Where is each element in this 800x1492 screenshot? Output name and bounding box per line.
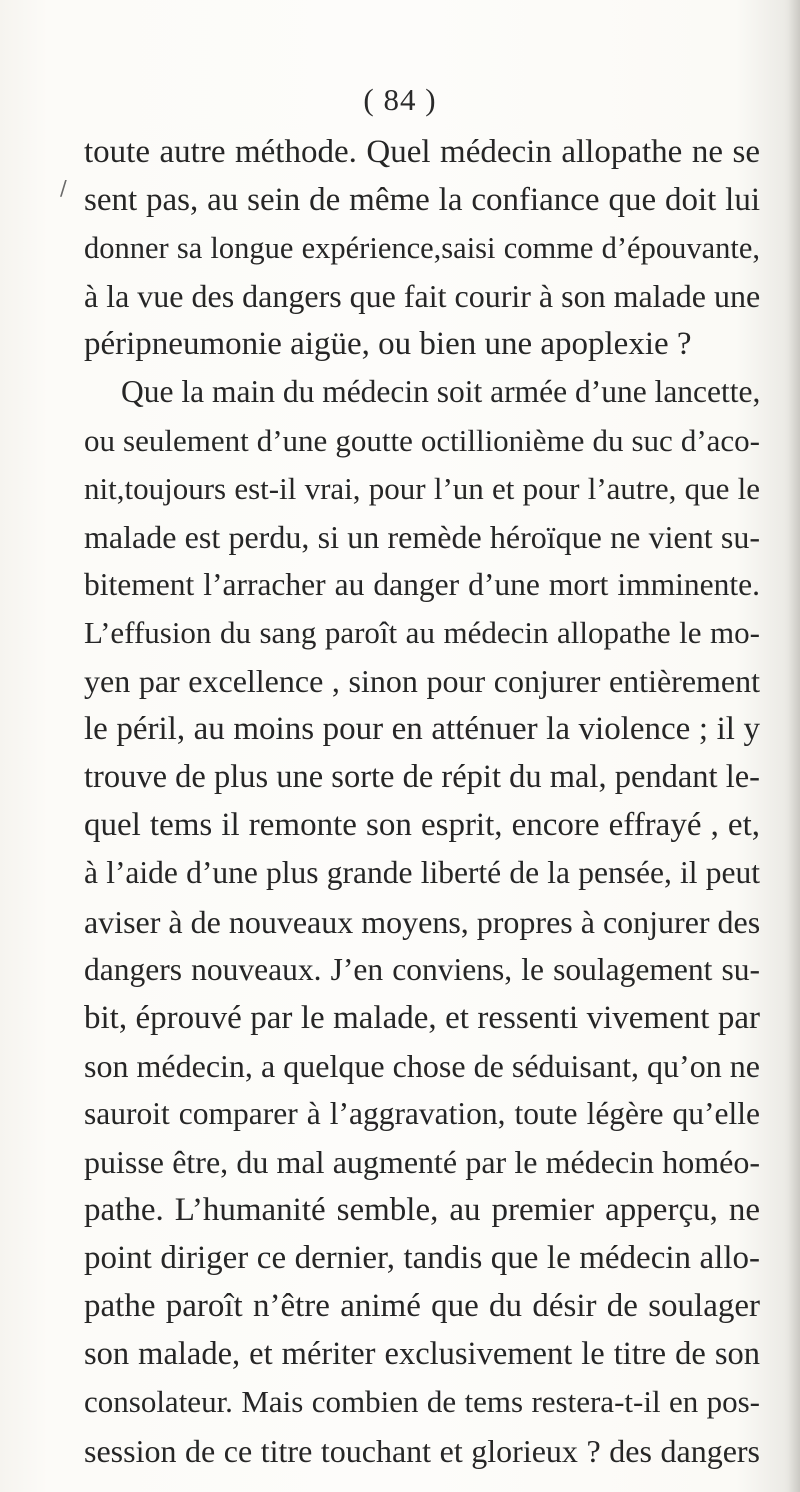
text-line: puisse être, du mal augmenté par le médecin homéo- — [84, 1143, 760, 1180]
text-line: L’effusion du sang paroît au médecin allopathe le mo- — [84, 614, 760, 650]
text-line: bit, éprouvé par le malade, et ressenti vivement par — [84, 999, 760, 1036]
margin-mark: / — [60, 176, 67, 200]
text-line: à la vue des dangers que fait courir à son malade une — [84, 278, 760, 315]
text-line: Que la main du médecin soit armée d’une lancette, — [121, 374, 760, 410]
page-number: ( 84 ) — [363, 82, 437, 117]
text-line: à l’aide d’une plus grande liberté de la pensée, il peut — [84, 855, 760, 891]
text-line: sauroit comparer à l’aggravation, toute légère qu’elle — [84, 1095, 760, 1131]
text-line: dangers nouveaux. J’en conviens, le soulagement su- — [84, 951, 760, 987]
text-line: yen par excellence , sinon pour conjurer entièrement — [84, 663, 760, 700]
text-line: malade est perdu, si un remède héroïque ne vient su- — [84, 518, 760, 555]
text-line: pathe. L’humanité semble, au premier apperçu, ne — [84, 1192, 760, 1229]
text-line: sent pas, au sein de même la confiance que doit lui — [84, 182, 760, 219]
page-edge-shadow — [788, 0, 800, 1492]
text-line: quel tems il remonte son esprit, encore effrayé , et, — [84, 807, 760, 844]
page-body — [84, 128, 760, 1475]
text-line: aviser à de nouveaux moyens, propres à conjurer des — [84, 903, 760, 940]
text-line: le péril, au moins pour en atténuer la violence ; il y — [84, 711, 760, 748]
text-line: son malade, et mériter exclusivement le titre de son — [84, 1336, 760, 1373]
text-line: point diriger ce dernier, tandis que le médecin allo- — [84, 1240, 760, 1277]
text-line: son médecin, a quelque chose de séduisant, qu’on ne — [84, 1047, 760, 1084]
text-line: bitement l’arracher au danger d’une mort imminente. — [84, 566, 760, 602]
text-line: trouve de plus une sorte de répit du mal, pendant le- — [84, 759, 760, 796]
text-line: péripneumonie aigüe, ou bien une apoplexie ? — [84, 326, 692, 363]
text-line: donner sa longue expérience,saisi comme d’épouvante, — [84, 231, 760, 266]
text-line: session de ce titre touchant et glorieux ? des dangers — [84, 1432, 760, 1469]
text-line: nit,toujours est-il vrai, pour l’un et pour l’autre, que le — [84, 470, 760, 506]
text-line: consolateur. Mais combien de tems restera-t-il en pos- — [84, 1384, 760, 1420]
text-line: toute autre méthode. Quel médecin allopathe ne se — [84, 134, 760, 170]
text-line: ou seulement d’une goutte octillionième du suc d’aco- — [84, 422, 760, 458]
text-line: pathe paroît n’être animé que du désir de soulager — [84, 1288, 760, 1325]
